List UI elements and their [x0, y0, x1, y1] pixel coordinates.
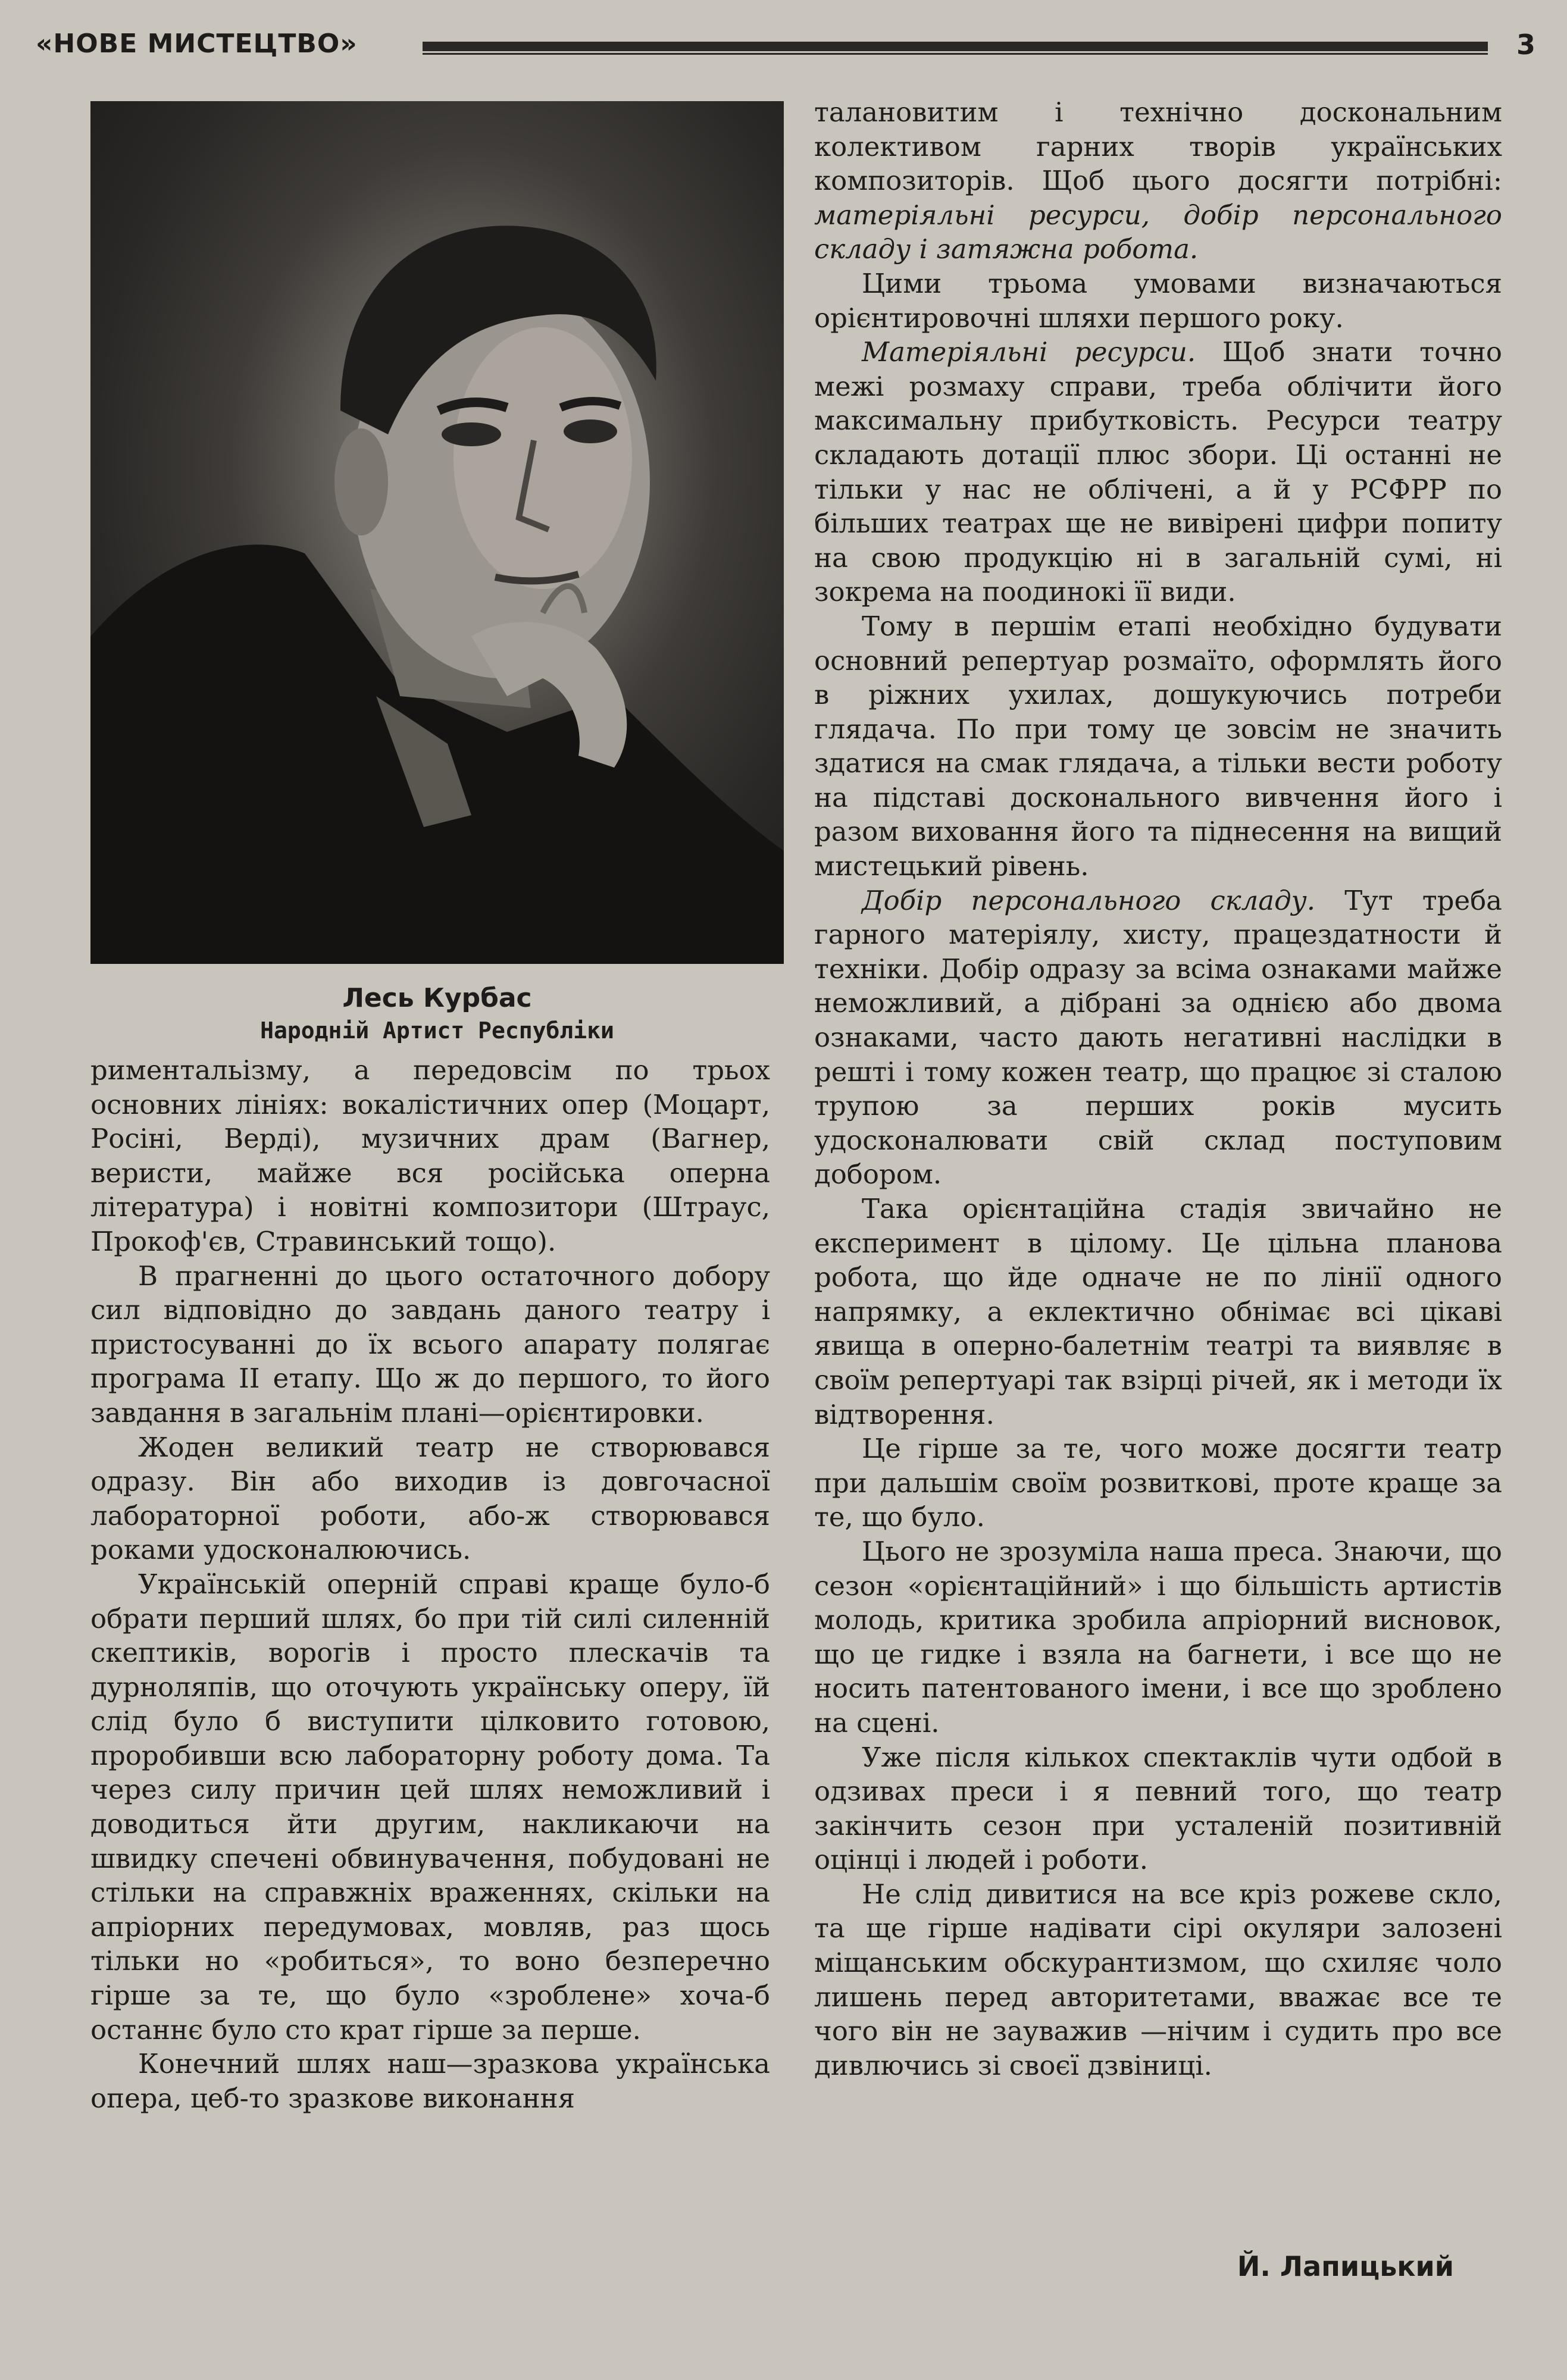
left-column: [90, 1053, 770, 2115]
right-paragraph-1-text: талановитим і технічно доскональним колективом гарних творів українських композиторів. Щоб цього досягти потрібні:: [814, 96, 1502, 197]
left-paragraph-1: риментальізму, а передовсім по трьох основних лініях: вокалістичних опер (Моцарт, Росіні, Верді), музичних драм (Вагнер, веристи, майже вся російська оперна література) і новітні композитори (Штраус, Прокоф'єв, Стравинський тощо).: [90, 1054, 770, 1257]
right-paragraph-4: Тому в першім етапі необхідно будувати основний репертуар розмаїто, оформлять його в ріжних ухилах, дошукуючись потреби глядача. По при тому це зовсім не значить здатися на смак глядача, а тільки вести роботу на підставі досконального вивчення його і разом виховання його та піднесення на вищий мистецький рівень.: [814, 610, 1502, 882]
right-paragraph-2: Цими трьома умовами визначаються орієнтировочні шляхи першого року.: [814, 267, 1502, 334]
right-paragraph-1-emphasis: матеріяльні ресурси, добір персонального складу і затяжна робота.: [814, 199, 1502, 265]
caption-name: Лесь Курбас: [342, 983, 532, 1013]
portrait-illustration: [90, 101, 784, 964]
right-paragraph-7: Це гірше за те, чого може досягти театр при дальшім своїм розвиткові, проте краще за те, що було.: [814, 1433, 1502, 1533]
caption-title: Народній Артист Республіки: [260, 1017, 614, 1044]
left-paragraph-5: Конечний шлях наш—зразкова українська опера, цеб-то зразкове виконання: [90, 2048, 770, 2114]
right-paragraph-5-text: Тут треба гарного матеріялу, хисту, працездатности й техніки. Добір одразу за всіма ознаками майже неможливий, а дібрані за однією або двома ознаками, часто дають негативні наслідки в решті і тому кожен театр, що працює зі сталою трупою за перших років мусить удосконалювати свій склад поступовим добором.: [814, 884, 1502, 1191]
right-paragraph-3-heading: Матеріяльні ресурси.: [862, 336, 1196, 368]
author-signature: Й. Лапицький: [1237, 2250, 1454, 2282]
masthead-title: «НОВЕ МИСТЕЦТВО»: [36, 29, 358, 59]
right-paragraph-3: [814, 335, 1502, 609]
right-paragraph-10: Не слід дивитися на все кріз рожеве скло, та ще гірше надівати сірі окуляри залозені міщанським обскурантизмом, що схиляє чоло лишень перед авторитетами, вважає все те чого він не зауважив —нічим і судить про все дивлючись зі своєї дзвіниці.: [814, 1878, 1502, 2081]
right-paragraph-3-text: Щоб знати точно межі розмаху справи, треба облічити його максимальну прибутковість. Ресурси театру складають дотації плюс збори. Ці останні не тільки у нас не облічені, а й у РСФРР по більших театрах ще не вивірені цифри попиту на свою продукцію ні в загальній сумі, ні зокрема на поодинокі її види.: [814, 336, 1502, 608]
right-paragraph-6: Така орієнтаційна стадія звичайно не експеримент в цілому. Це цільна планова робота, що йде одначе не по лінії одного напрямку, а еклектично обнімає всі цікаві явища в оперно-балетнім театрі та виявляє в своїм репертуарі так взірці річей, як і методи їх відтворення.: [814, 1193, 1502, 1430]
left-paragraph-4: Українській оперній справі краще було-б обрати перший шлях, бо при тій силі силенній скептиків, ворогів і просто плескачів та дурноляпів, що оточують українську оперу, їй слід було б виступити цілковито готовою, проробивши всю лабораторну роботу дома. Та через силу причин цей шлях неможливий і доводиться йти другим, накликаючи на швидку спечені обвинувачення, побудовані не стільки на справжніх враженнях, скільки на апріорних передумовах, мовляв, раз щось тільки но «робиться», то воно безперечно гірше за те, що було «зроблене» хоча-б останнє було сто крат гірше за перше.: [90, 1568, 770, 2046]
left-paragraph-3: Жоден великий театр не створювався одразу. Він або виходив із довгочасної лабораторної роботи, або-ж створювався роками удосконалюючись.: [90, 1431, 770, 1566]
portrait-photo: [90, 101, 784, 964]
right-paragraph-9: Уже після кількох спектаклів чути одбой в одзивах преси і я певний того, що театр закінчить сезон при усталеній позитивній оцінці і людей і роботи.: [814, 1741, 1502, 1876]
right-paragraph-5: [814, 884, 1502, 1192]
right-paragraph-1: [814, 95, 1502, 267]
right-paragraph-8: Цього не зрозуміла наша преса. Знаючи, що сезон «орієнтаційний» і що більшість артистів молодь, критика зробила апріорний висновок, що це гидке і взяла на багнети, і все що не носить патентованого імени, і все що зроблено на сцені.: [814, 1535, 1502, 1739]
page-header: [36, 24, 1535, 71]
right-column: [814, 95, 1502, 2082]
left-paragraph-2: В прагненні до цього остаточного добору сил відповідно до завдань даного театру і пристосуванні до їх всього апарату полягає програма II етапу. Що ж до першого, то його завдання в загальнім плані—орієнтировки.: [90, 1260, 770, 1429]
header-rule: [423, 42, 1488, 51]
right-paragraph-5-heading: Добір персонального складу.: [862, 884, 1316, 916]
page-number: 3: [1516, 29, 1535, 61]
